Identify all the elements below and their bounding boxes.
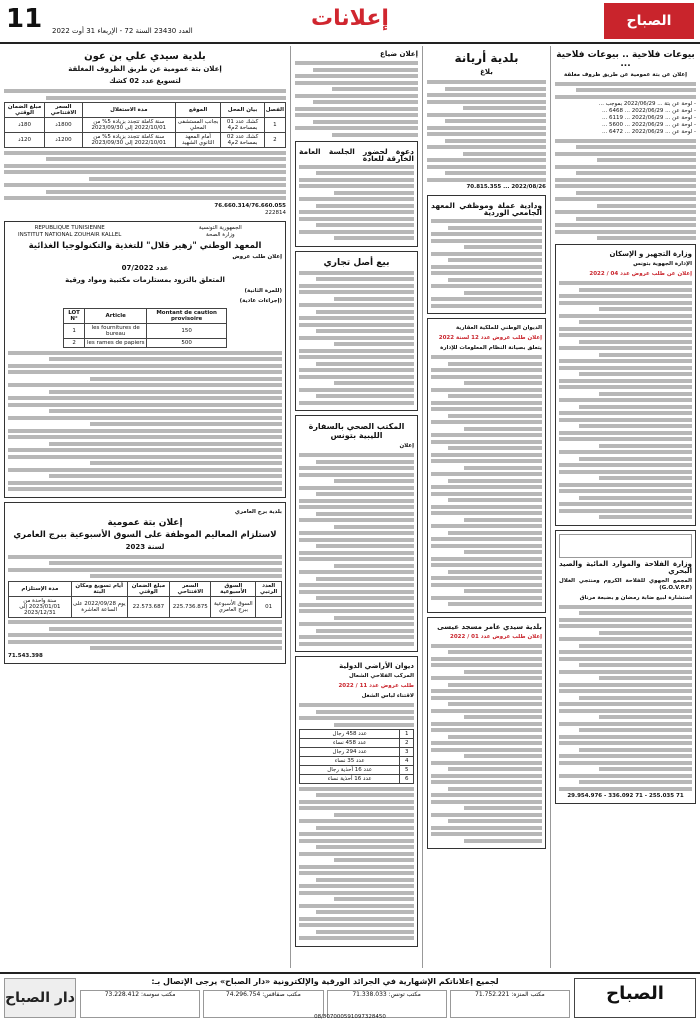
col3-top-title: إعلان ضياع: [380, 50, 418, 58]
col1-lot-3: - لوحة عن ... 2022/06/29 ... 5600 ...: [601, 122, 696, 128]
column-3: [290, 46, 422, 968]
col3-notice1-title: دعوة لحضور الجلسة العامة الخارقة للعادة: [299, 146, 414, 163]
consult-num: عدد 07/2022: [121, 263, 169, 272]
col3-notice4-desc: لاقتناء لباس الشغل: [361, 693, 414, 699]
notice-wardia: [427, 195, 546, 314]
clothing-table: [299, 729, 414, 784]
table-row: 2 les rames de papiers 500: [63, 338, 226, 347]
table-row: 1 عدد 458 رجال: [300, 730, 414, 739]
notice-business-sale: [295, 251, 418, 412]
kiosk-table: [4, 102, 286, 148]
table-row: 3 عدد 294 رجال: [300, 748, 414, 757]
bourj-price: 71.543.398: [8, 652, 43, 659]
consult-note2: (إجراءات عادية): [239, 297, 282, 304]
col2-notice2-label: إعلان طلب عروض عدد 12 لسنة 2022: [438, 335, 542, 341]
consult-desc: المتعلق بالتزود بمستلزمات مكتبية ومواد ورقية: [65, 275, 225, 284]
col3-notice4-sub: المركب الفلاحي الشعال: [348, 673, 414, 679]
page-footer: [0, 972, 700, 1021]
table-row: 4 عدد 35 نساء: [300, 757, 414, 766]
notice3-sub: المجمع الجهوي للفلاحة الكروم ومنتجي الغلال (G.O.V.P.F): [559, 577, 692, 591]
notice3-title: وزارة الفلاحة والموارد المائية والصيد البحري: [559, 559, 692, 575]
col1-title: بيوعات فلاحية .. بيوعات فلاحية ...: [556, 50, 695, 69]
notice-nutrition-institute: [4, 221, 286, 498]
col4-sub2: لتسويغ عدد 02 كشك: [109, 77, 181, 85]
table-row: 5 عدد 16 أحذية رجال: [300, 766, 414, 775]
page-header: [0, 0, 700, 44]
consult-note: (للمرة الثانية): [244, 287, 282, 294]
notice-sidi-amer: [427, 617, 546, 850]
table-row: 2 عدد 458 نساء: [300, 739, 414, 748]
inst-logo-left: REPUBLIQUE TUNISIENNE INSTITUT NATIONAL ZOUHAIR KALLEL: [17, 224, 122, 238]
column-4: [0, 46, 290, 968]
col3-notice4-title: ديوان الأراضي الدولية: [339, 662, 414, 670]
notice-general-assembly: [295, 141, 418, 247]
col3-notice2-title: بيع أصل تجاري: [323, 257, 390, 268]
col2-notice3-title: بلدية سيدي عامر مسجد عيسى: [437, 622, 542, 631]
column-1: [550, 46, 700, 968]
notice3-label: استشارة لبيع ضابة رمضان و بضبعة مرناق: [579, 594, 692, 601]
col3-notice3-sub: إعلان: [399, 443, 414, 449]
col4-phones: 76.660.314/76.660.055: [214, 202, 286, 209]
col1-lot-4: - لوحة عن ... 2022/06/29 ... 6472 ...: [601, 129, 696, 135]
col2-notice2-desc: يتعلق بصيانة النظام المعلومات للإدارة: [440, 345, 542, 351]
table-row: 1 كشك عدد 01 بمساحة 2م4 بجانب المستشفى المحلي سنة كاملة تتجدد بزيادة 5% من 2022/10/01 إلى 2023/09/30 1800د 180د: [5, 118, 286, 133]
brand-logo: الصباح: [604, 3, 694, 39]
footer-logo-sabah: الصباح: [574, 978, 696, 1018]
section-title: إعلانات: [311, 6, 389, 31]
footer-bottom-line: 08/307000591097328450: [314, 1014, 386, 1020]
table-row: 6 عدد 16 أحذية نساء: [300, 775, 414, 784]
table-row: 01 السوق الأسبوعية ببرج العامري 225.736.875 22.573.687 يوم 2022/09/28 على الساعة العاشرة سنة واحدة من 2023/01/01 إلى 2023/12/31: [9, 596, 282, 617]
col1-lot-1: - لوحة عن ... 2022/06/29 ... 6468 ...: [601, 108, 696, 114]
notice-bourj-amri: [4, 502, 286, 664]
col1-lot-0: - لوحة عن بتة ... 2022/06/29 بموجب ...: [598, 101, 696, 107]
inst-logo-right: الجمهورية التونسية وزارة الصحة: [198, 224, 242, 238]
col2-date-line: 2022/08/26 ... 70.815.355: [466, 184, 546, 190]
footer-office: مكتب تونس: 71.338.033: [327, 990, 447, 1018]
notice-libyan-health: [295, 415, 418, 652]
col2-notice3-label: إعلان طلب عروض عدد 01 / 2022: [450, 633, 542, 640]
footer-headline: لجميع إعلاناتكم الإشهارية في الجرائد الورقية والإلكترونية «دار الصباح» يرجى الإتصال بـ:: [151, 977, 499, 986]
issue-line: العدد 23430 السنة 72 - الإربعاء 31 أوت 2022: [52, 27, 193, 35]
market-table: [8, 581, 282, 618]
footer-office: مكتب المنزه: 71.752.221: [450, 990, 570, 1018]
bourj-desc: لاستلزام المعاليم الموظفة على السوق الأسبوعية ببرج العامري: [13, 529, 277, 540]
inst-title: المعهد الوطني "زهير قلال" للتغذية والتكنولوجيا الغذائية: [28, 240, 262, 251]
table-row: 1 les fournitures de bureau 150: [63, 323, 226, 338]
table-header-row: العدد الرتبي السوق الأسبوعية السعر الافتتاحي مبلغ الضمان الوقتي أيام تسويغ ومكان البتة مدة الإستلزام: [9, 581, 282, 596]
bourj-sub: إعلان بتة عمومية: [107, 517, 183, 528]
notice-agriculture: [555, 530, 696, 805]
lots-table: [63, 308, 227, 348]
notice-land-registry: [427, 318, 546, 613]
agriculture-logo: [559, 534, 692, 558]
bourj-sub2: لسنة 2023: [125, 542, 165, 551]
col2-notice2-sub: الديوان الوطني للملكية العقارية: [455, 325, 542, 331]
page-number: 11: [6, 4, 43, 34]
footer-office: مكتب صفاقس: 74.296.754: [203, 990, 323, 1018]
col1-lot-2: - لوحة عن ... 2022/06/29 ... 6119 ...: [601, 115, 696, 121]
consult-label: إعلان طلب عروض: [232, 253, 282, 260]
col1-sub: إعلان عن بتة عمومية عن طريق ظروف مغلقة: [564, 72, 687, 78]
bourj-title: بلدية برج العامري: [234, 508, 282, 515]
col4-title: بلدية سيدي علي بن عون: [84, 51, 206, 62]
col2-sub: بلاغ: [480, 68, 493, 76]
notice2-title: وزارة التجهيز و الإسكان: [609, 250, 692, 258]
col2-notice2-title: ودادية عملة وموظفي المعهد الجامعي الوردية: [431, 201, 542, 217]
table-header-row: LOT N° Article Montant de caution provisoire: [63, 308, 226, 323]
table-header-row: الفصل بيان المحل الموقع مدة الاستغلال السعر الافتتاحي مبلغ الضمان الوقتي: [5, 103, 286, 118]
col3-notice4-label: طلب عروض عدد 11 / 2022: [338, 683, 414, 689]
column-2: [422, 46, 550, 968]
notice2-sub: الإدارة الجهوية بتونس: [633, 261, 692, 267]
col4-ref: 222814: [265, 209, 286, 216]
notice3-phones: 71 255.035 - 71 336.092 - 29.954.976: [567, 793, 684, 799]
table-row: 2 كشك عدد 02 بمساحة 2م4 أمام المعهد الثانوي الشهيد سنة كاملة تتجدد بزيادة 5% من 2022/10/01 إلى 2023/09/30 1200د 120د: [5, 133, 286, 148]
notice-state-lands: [295, 656, 418, 947]
col4-sub: إعلان بتة عمومية عن طريق الظروف المغلقة: [68, 65, 222, 73]
col2-title: بلدية أريانة: [454, 51, 519, 65]
col3-notice3-title: المكتب الصحي بالسفارة الليبية بتونس: [308, 422, 405, 440]
footer-office: مكتب سوسة: 73.228.412: [80, 990, 200, 1018]
footer-logo-dar: دار الصباح: [4, 978, 76, 1018]
notice2-label: إعلان عن طلب عروض عدد 04 / 2022: [589, 271, 692, 277]
notice-tunis-equipment: [555, 244, 696, 526]
